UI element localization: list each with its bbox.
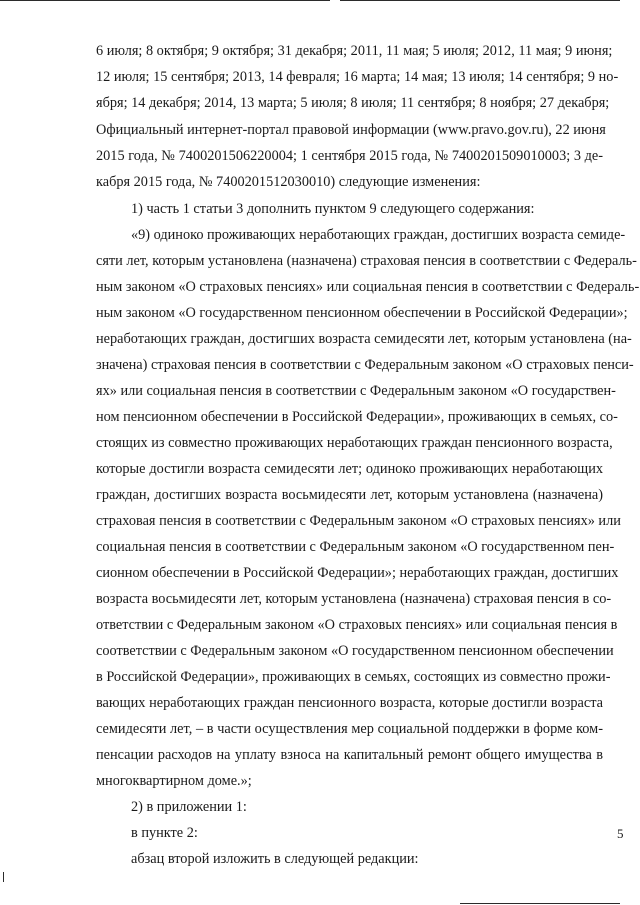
body-line: ным законом «О страховых пенсиях» или социальная пенсия в соответствии с Федераль- <box>96 279 640 295</box>
body-line: стоящих из совместно проживающих неработающих граждан пенсионного возраста, <box>96 435 613 451</box>
scan-edge-top-right <box>340 0 620 1</box>
list-item-2: 2) в приложении 1: <box>131 799 247 815</box>
quote-start-line: «9) одиноко проживающих неработающих граждан, достигших возраста семиде- <box>131 227 626 243</box>
scan-edge-left-mark <box>3 872 4 882</box>
quote-end-line: многоквартирном доме.»; <box>96 773 252 789</box>
body-line: граждан, достигших возраста восьмидесяти лет, которым установлена (назначена) <box>96 487 603 503</box>
scan-edge-top-left <box>0 0 330 1</box>
body-line: сяти лет, которым установлена (назначена) страховая пенсия в соответствии с Федераль- <box>96 253 637 269</box>
body-line: которые достигли возраста семидесяти лет; одиноко проживающих неработающих <box>96 461 603 477</box>
body-line: значена) страховая пенсия в соответствии с Федеральным законом «О страховых пенси- <box>96 357 634 373</box>
body-line: 6 июля; 8 октября; 9 октября; 31 декабря; 2011, 11 мая; 5 июля; 2012, 11 мая; 9 июня; <box>96 43 613 59</box>
sub-item-line: абзац второй изложить в следующей редакции: <box>131 851 419 867</box>
page-number: 5 <box>617 826 624 841</box>
body-line: Официальный интернет-портал правовой информации (www.pravo.gov.ru), 22 июня <box>96 122 606 138</box>
body-line: кабря 2015 года, № 7400201512030010) следующие изменения: <box>96 174 481 190</box>
body-line: ном пенсионном обеспечении в Российской Федерации», проживающих в семьях, со- <box>96 409 618 425</box>
sub-item-line: в пункте 2: <box>131 825 198 841</box>
body-line: пенсации расходов на уплату взноса на капитальный ремонт общего имущества в <box>96 747 603 763</box>
body-line: вающих неработающих граждан пенсионного возраста, которые достигли возраста <box>96 695 603 711</box>
body-line: ответствии с Федеральным законом «О страховых пенсиях» или социальная пенсия в <box>96 617 618 633</box>
body-line: ях» или социальная пенсия в соответствии с Федеральным законом «О государствен- <box>96 383 616 399</box>
scan-edge-bottom <box>460 903 620 904</box>
body-line: 12 июля; 15 сентября; 2013, 14 февраля; 16 марта; 14 мая; 13 июля; 14 сентября; 9 но- <box>96 69 619 85</box>
body-line: сионном обеспечении в Российской Федерации»; неработающих граждан, достигших <box>96 565 619 581</box>
body-line: ября; 14 декабря; 2014, 13 марта; 5 июля; 8 июля; 11 сентября; 8 ноября; 27 декабря; <box>96 95 610 111</box>
body-line: соответствии с Федеральным законом «О государственном пенсионном обеспечении <box>96 643 614 659</box>
body-line: семидесяти лет, – в части осуществления мер социальной поддержки в форме ком- <box>96 721 603 737</box>
body-line: социальная пенсия в соответствии с Федеральным законом «О государственном пен- <box>96 539 615 555</box>
body-line: 2015 года, № 7400201506220004; 1 сентября 2015 года, № 7400201509010003; 3 де- <box>96 148 603 164</box>
body-line: неработающих граждан, достигших возраста семидесяти лет, которым установлена (на- <box>96 331 632 347</box>
body-line: возраста восьмидесяти лет, которым установлена (назначена) страховая пенсия в со- <box>96 591 612 607</box>
body-line: страховая пенсия в соответствии с Федеральным законом «О страховых пенсиях» или <box>96 513 621 529</box>
list-item-1: 1) часть 1 статьи 3 дополнить пунктом 9 следующего содержания: <box>131 201 535 217</box>
body-line: ным законом «О государственном пенсионном обеспечении в Российской Федерации»; <box>96 305 628 321</box>
body-line: в Российской Федерации», проживающих в семьях, состоящих из совместно прожи- <box>96 669 611 685</box>
